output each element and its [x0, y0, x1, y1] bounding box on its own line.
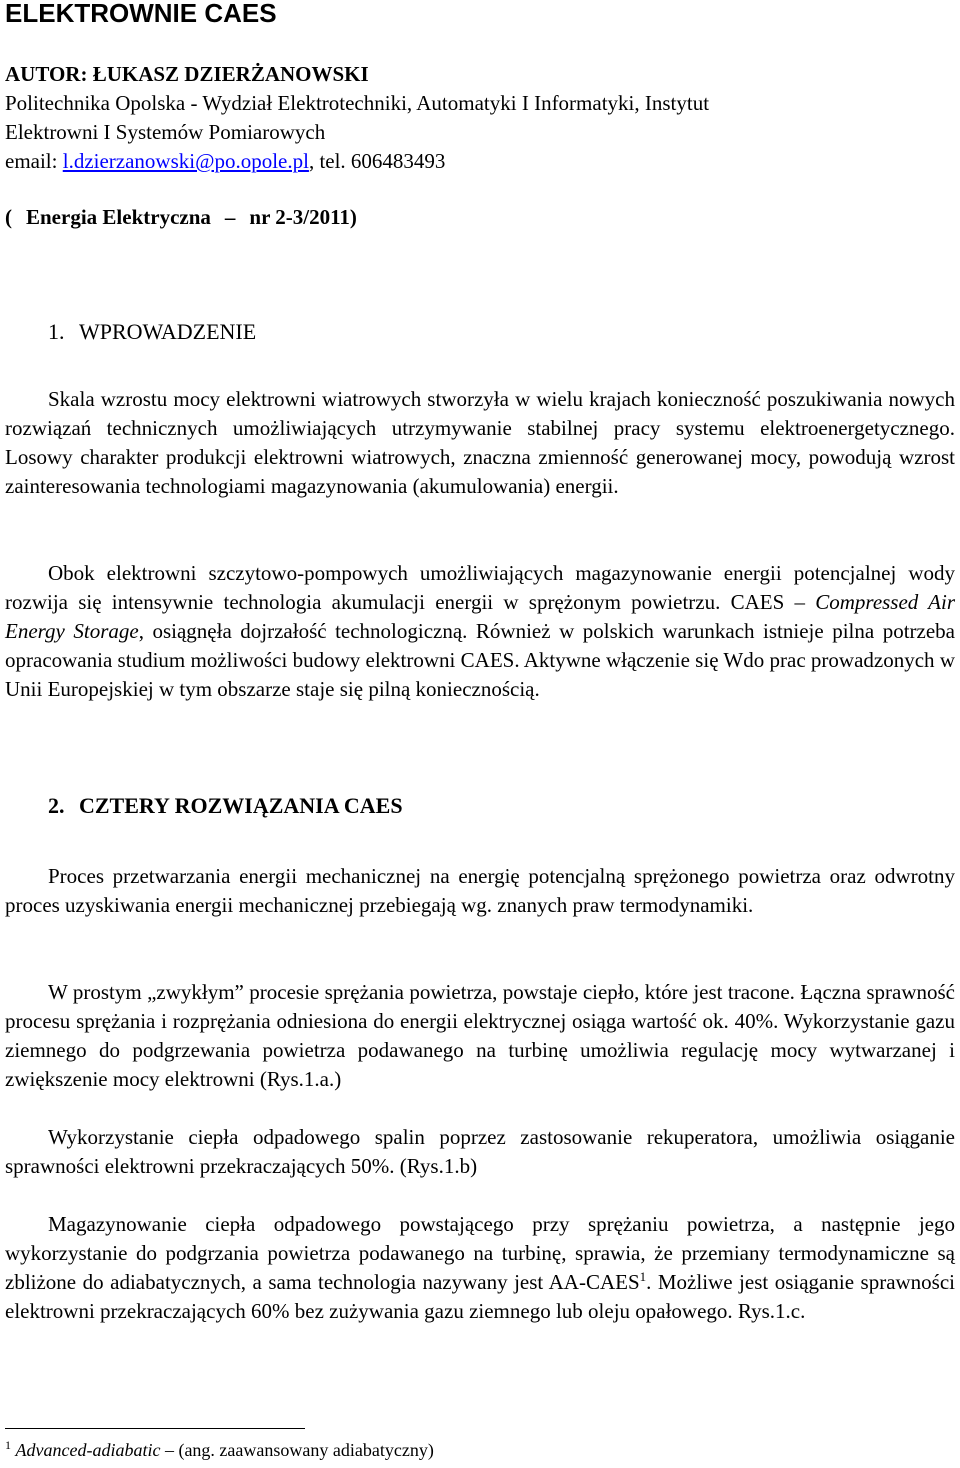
paragraph-2-text-a: Obok elektrowni szczytowo-pompowych umożliwiających magazynowanie energii potencjalnej wody rozwija się intensywnie technologia akumulacji energii w sprężonym powietrzu. CAES –	[5, 561, 955, 614]
section-number: 1.	[48, 319, 65, 344]
email-label: email:	[5, 149, 63, 173]
journal-issue: nr 2-3/2011)	[249, 205, 357, 229]
footnote	[5, 1437, 434, 1463]
paragraph-6	[5, 1210, 955, 1326]
journal-name: Energia Elektryczna	[26, 205, 211, 229]
phone-text: , tel. 606483493	[308, 149, 446, 173]
paragraph-4: W prostym „zwykłym” procesie sprężania powietrza, powstaje ciepło, które jest tracone. Łączna sprawność procesu sprężania i rozprężania odniesiona do energii elektrycznej osiąga wartość ok. 40%. Wykorzystanie gazu ziemnego do podgrzewania powietrza podawanego na turbinę umożliwia regulację mocy wytwarzanej i zwiększenie mocy elektrowni (Rys.1.a.)	[5, 980, 955, 1091]
paragraph-6-text-b: . Możliwe jest osiąganie sprawności elektrowni przekraczających 60% bez zużywania gazu ziemnego lub oleju opałowego. Rys.1.c.	[5, 1270, 956, 1323]
paragraph-5: Wykorzystanie ciepła odpadowego spalin poprzez zastosowanie rekuperatora, umożliwia osiąganie sprawności elektrowni przekraczających 50%. (Rys.1.b)	[5, 1125, 955, 1178]
document-title: ELEKTROWNIE CAES	[5, 0, 277, 28]
paragraph-6-text-a: Magazynowanie ciepła odpadowego powstającego przy sprężaniu powietrza, a następnie jego wykorzystanie do podgrzania powietrza podawanego na turbinę, sprawia, że przemiany termodynamiczne są zbliżone do adiabatycznych, a sama technologia nazywany jest AA-CAES	[5, 1212, 955, 1294]
footnote-text: – (ang. zaawansowany adiabatyczny)	[160, 1440, 434, 1460]
journal-dash: –	[224, 205, 236, 229]
affiliation-line-1: Politechnika Opolska - Wydział Elektrotechniki, Automatyki I Informatyki, Instytut	[5, 91, 710, 115]
section-number: 2.	[48, 793, 65, 818]
paragraph-2	[5, 559, 955, 704]
section-title: CZTERY ROZWIĄZANIA CAES	[79, 793, 403, 818]
journal-reference	[5, 203, 357, 232]
caes-term: Compressed Air Energy Storage	[5, 590, 955, 643]
section-heading-2	[48, 791, 403, 820]
paragraph-1: Skala wzrostu mocy elektrowni wiatrowych stworzyła w wielu krajach konieczność poszukiwania nowych rozwiązań technicznych umożliwiających utrzymywanie stabilnej pracy systemu elektroenergetycznego. Losowy charakter produkcji elektrowni wiatrowych, znaczna zmienność generowanej mocy, powodują wzrost zainteresowania technologiami magazynowania (akumulowania) energii.	[5, 387, 955, 498]
affiliation-line-2: Elektrowni I Systemów Pomiarowych	[5, 120, 326, 144]
footnote-ref[interactable]: 1	[639, 1269, 647, 1284]
contact-line	[5, 147, 709, 176]
email-link[interactable]: l.dzierzanowski@po.opole.pl	[62, 149, 309, 173]
paragraph-2-text-b: , osiągnęła dojrzałość technologiczną. Również w polskich warunkach istnieje pilna potrzeba opracowania studium możliwości budowy elektrowni CAES. Aktywne włączenie się Wdo prac prowadzonych w Unii Europejskiej w tym obszarze staje się pilną koniecznością.	[5, 619, 955, 701]
paragraph-3: Proces przetwarzania energii mechanicznej na energię potencjalną sprężonego powietrza oraz odwrotny proces uzyskiwania energii mechanicznej przebiegają wg. znanych praw termodynamiki.	[5, 864, 955, 917]
section-heading-1	[48, 317, 256, 346]
footnote-mark: 1	[5, 1438, 11, 1452]
footnote-term: Advanced-adiabatic	[15, 1440, 161, 1460]
author-block	[5, 60, 709, 176]
author-name: AUTOR: ŁUKASZ DZIERŻANOWSKI	[5, 62, 369, 86]
footnote-separator	[5, 1428, 305, 1429]
journal-open-paren: (	[5, 205, 12, 229]
section-title: WPROWADZENIE	[79, 319, 257, 344]
